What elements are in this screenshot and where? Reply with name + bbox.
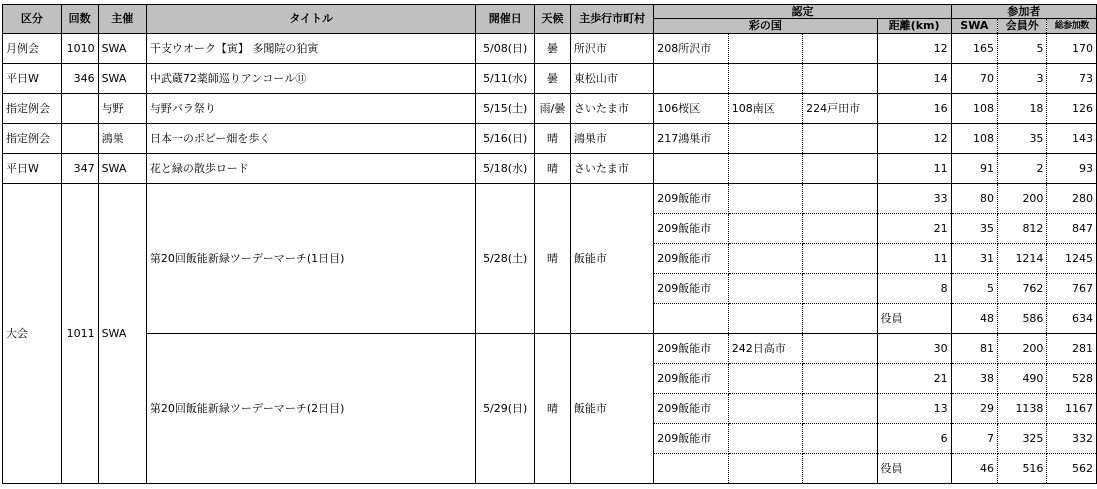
swa-count-cell: 35 — [951, 214, 997, 244]
city-cell: さいたま市 — [570, 94, 653, 124]
date-cell: 5/18(水) — [476, 154, 535, 184]
distance-cell: 21 — [877, 364, 951, 394]
title-cell: 第20回飯能新緑ツーデーマーチ(2日目) — [146, 334, 476, 484]
title-cell: 花と緑の散歩ロード — [146, 154, 476, 184]
distance-cell: 21 — [877, 214, 951, 244]
kaisu-cell: 1011 — [61, 184, 98, 484]
weather-cell: 雨/曇 — [535, 94, 571, 124]
shusai-cell: SWA — [98, 154, 146, 184]
date-cell: 5/08(日) — [476, 34, 535, 64]
nintei-2-cell — [728, 364, 802, 394]
header-shusai: 主催 — [98, 5, 146, 34]
title-cell: 与野バラ祭り — [146, 94, 476, 124]
distance-cell: 6 — [877, 424, 951, 454]
distance-cell: 13 — [877, 394, 951, 424]
total-count-cell: 143 — [1047, 124, 1097, 154]
nonmember-count-cell: 200 — [998, 334, 1047, 364]
table-row — [3, 184, 1097, 214]
table-row — [3, 64, 1097, 94]
swa-count-cell: 48 — [951, 304, 997, 334]
weather-cell: 晴 — [535, 184, 571, 334]
total-count-cell: 634 — [1047, 304, 1097, 334]
weather-cell: 晴 — [535, 334, 571, 484]
weather-cell: 曇 — [535, 34, 571, 64]
distance-cell: 14 — [877, 64, 951, 94]
nonmember-count-cell: 35 — [998, 124, 1047, 154]
distance-cell: 12 — [877, 124, 951, 154]
kaisu-cell: 1010 — [61, 34, 98, 64]
kubun-cell: 平日W — [3, 64, 62, 94]
nintei-1-cell: 106桜区 — [654, 94, 728, 124]
swa-count-cell: 81 — [951, 334, 997, 364]
nintei-2-cell — [728, 214, 802, 244]
title-cell: 中武蔵72薬師巡りアンコール⑪ — [146, 64, 476, 94]
distance-cell: 33 — [877, 184, 951, 214]
title-cell: 第20回飯能新緑ツーデーマーチ(1日目) — [146, 184, 476, 334]
total-count-cell: 562 — [1047, 454, 1097, 484]
shusai-cell: SWA — [98, 184, 146, 484]
nintei-1-cell: 209飯能市 — [654, 364, 728, 394]
swa-count-cell: 70 — [951, 64, 997, 94]
date-cell: 5/15(土) — [476, 94, 535, 124]
nonmember-count-cell: 1214 — [998, 244, 1047, 274]
weather-cell: 晴 — [535, 124, 571, 154]
table-row — [3, 334, 1097, 364]
weather-cell: 晴 — [535, 154, 571, 184]
nintei-3-cell — [803, 394, 877, 424]
kaisu-cell — [61, 124, 98, 154]
nonmember-count-cell: 200 — [998, 184, 1047, 214]
total-count-cell: 281 — [1047, 334, 1097, 364]
city-cell: 鴻巣市 — [570, 124, 653, 154]
nintei-2-cell — [728, 274, 802, 304]
nintei-1-cell: 217鴻巣市 — [654, 124, 728, 154]
nintei-1-cell — [654, 64, 728, 94]
nintei-2-cell — [728, 154, 802, 184]
table-row — [3, 154, 1097, 184]
kaisu-cell: 346 — [61, 64, 98, 94]
header-total: 総参加数 — [1047, 19, 1097, 34]
total-count-cell: 280 — [1047, 184, 1097, 214]
nintei-1-cell: 209飯能市 — [654, 424, 728, 454]
header-date: 開催日 — [476, 5, 535, 34]
total-count-cell: 170 — [1047, 34, 1097, 64]
nintei-2-cell: 242日高市 — [728, 334, 802, 364]
header-sankasha: 参加者 — [951, 5, 1096, 19]
nintei-2-cell — [728, 424, 802, 454]
swa-count-cell: 108 — [951, 94, 997, 124]
total-count-cell: 528 — [1047, 364, 1097, 394]
swa-count-cell: 38 — [951, 364, 997, 394]
header-city: 主歩行市町村 — [570, 5, 653, 34]
total-count-cell: 1245 — [1047, 244, 1097, 274]
city-cell: さいたま市 — [570, 154, 653, 184]
weather-cell: 曇 — [535, 64, 571, 94]
nintei-2-cell — [728, 244, 802, 274]
nintei-2-cell — [728, 64, 802, 94]
nintei-2-cell — [728, 34, 802, 64]
title-cell: 日本一のポピー畑を歩く — [146, 124, 476, 154]
total-count-cell: 126 — [1047, 94, 1097, 124]
total-count-cell: 767 — [1047, 274, 1097, 304]
kubun-cell: 大会 — [3, 184, 62, 484]
nintei-3-cell — [803, 124, 877, 154]
swa-count-cell: 5 — [951, 274, 997, 304]
distance-cell: 8 — [877, 274, 951, 304]
nintei-1-cell: 209飯能市 — [654, 274, 728, 304]
kaisu-cell — [61, 94, 98, 124]
distance-cell: 11 — [877, 244, 951, 274]
header-sainokuni: 彩の国 — [654, 19, 877, 34]
header-kubun: 区分 — [3, 5, 62, 34]
events-table — [2, 4, 1097, 484]
distance-cell: 役員 — [877, 454, 951, 484]
shusai-cell: 鴻巣 — [98, 124, 146, 154]
nintei-3-cell — [803, 364, 877, 394]
city-cell: 飯能市 — [570, 334, 653, 484]
date-cell: 5/16(日) — [476, 124, 535, 154]
kubun-cell: 指定例会 — [3, 94, 62, 124]
nintei-1-cell: 209飯能市 — [654, 184, 728, 214]
nintei-1-cell — [654, 454, 728, 484]
nintei-1-cell: 208所沢市 — [654, 34, 728, 64]
nintei-3-cell — [803, 304, 877, 334]
nonmember-count-cell: 1138 — [998, 394, 1047, 424]
nintei-1-cell: 209飯能市 — [654, 394, 728, 424]
nonmember-count-cell: 762 — [998, 274, 1047, 304]
swa-count-cell: 31 — [951, 244, 997, 274]
kubun-cell: 指定例会 — [3, 124, 62, 154]
table-row — [3, 124, 1097, 154]
nonmember-count-cell: 325 — [998, 424, 1047, 454]
nintei-2-cell: 108南区 — [728, 94, 802, 124]
distance-cell: 16 — [877, 94, 951, 124]
header-kaisu: 回数 — [61, 5, 98, 34]
nintei-2-cell — [728, 394, 802, 424]
total-count-cell: 1167 — [1047, 394, 1097, 424]
total-count-cell: 332 — [1047, 424, 1097, 454]
nintei-3-cell — [803, 244, 877, 274]
shusai-cell: SWA — [98, 64, 146, 94]
nintei-2-cell — [728, 184, 802, 214]
city-cell: 東松山市 — [570, 64, 653, 94]
city-cell: 所沢市 — [570, 34, 653, 64]
nonmember-count-cell: 490 — [998, 364, 1047, 394]
distance-cell: 役員 — [877, 304, 951, 334]
shusai-cell: 与野 — [98, 94, 146, 124]
title-cell: 干支ウオーク【寅】 多聞院の狛寅 — [146, 34, 476, 64]
kubun-cell: 平日W — [3, 154, 62, 184]
nintei-1-cell: 209飯能市 — [654, 214, 728, 244]
nintei-3-cell — [803, 334, 877, 364]
nintei-1-cell: 209飯能市 — [654, 244, 728, 274]
shusai-cell: SWA — [98, 34, 146, 64]
table-body — [3, 34, 1097, 484]
nintei-1-cell — [654, 154, 728, 184]
swa-count-cell: 91 — [951, 154, 997, 184]
nintei-3-cell — [803, 454, 877, 484]
nintei-1-cell: 209飯能市 — [654, 334, 728, 364]
nonmember-count-cell: 812 — [998, 214, 1047, 244]
header-weather: 天候 — [535, 5, 571, 34]
header-kaingai: 会員外 — [998, 19, 1047, 34]
swa-count-cell: 80 — [951, 184, 997, 214]
swa-count-cell: 165 — [951, 34, 997, 64]
kaisu-cell: 347 — [61, 154, 98, 184]
nonmember-count-cell: 2 — [998, 154, 1047, 184]
distance-cell: 12 — [877, 34, 951, 64]
swa-count-cell: 7 — [951, 424, 997, 454]
date-cell: 5/28(土) — [476, 184, 535, 334]
nintei-3-cell — [803, 214, 877, 244]
header-nintei: 認定 — [654, 5, 951, 19]
total-count-cell: 847 — [1047, 214, 1097, 244]
nintei-1-cell — [654, 304, 728, 334]
nintei-3-cell — [803, 184, 877, 214]
nonmember-count-cell: 586 — [998, 304, 1047, 334]
city-cell: 飯能市 — [570, 184, 653, 334]
date-cell: 5/11(水) — [476, 64, 535, 94]
distance-cell: 30 — [877, 334, 951, 364]
table-row — [3, 34, 1097, 64]
nintei-3-cell — [803, 424, 877, 454]
nintei-3-cell — [803, 154, 877, 184]
header-title: タイトル — [146, 5, 476, 34]
table-row — [3, 94, 1097, 124]
total-count-cell: 73 — [1047, 64, 1097, 94]
kubun-cell: 月例会 — [3, 34, 62, 64]
header-distance: 距離(km) — [877, 19, 951, 34]
nintei-3-cell — [803, 64, 877, 94]
nonmember-count-cell: 3 — [998, 64, 1047, 94]
swa-count-cell: 108 — [951, 124, 997, 154]
nintei-2-cell — [728, 304, 802, 334]
nonmember-count-cell: 516 — [998, 454, 1047, 484]
nintei-3-cell: 224戸田市 — [803, 94, 877, 124]
nonmember-count-cell: 18 — [998, 94, 1047, 124]
nonmember-count-cell: 5 — [998, 34, 1047, 64]
nintei-2-cell — [728, 454, 802, 484]
nintei-2-cell — [728, 124, 802, 154]
swa-count-cell: 46 — [951, 454, 997, 484]
swa-count-cell: 29 — [951, 394, 997, 424]
total-count-cell: 93 — [1047, 154, 1097, 184]
header-swa: SWA — [951, 19, 997, 34]
nintei-3-cell — [803, 34, 877, 64]
distance-cell: 11 — [877, 154, 951, 184]
date-cell: 5/29(日) — [476, 334, 535, 484]
nintei-3-cell — [803, 274, 877, 304]
